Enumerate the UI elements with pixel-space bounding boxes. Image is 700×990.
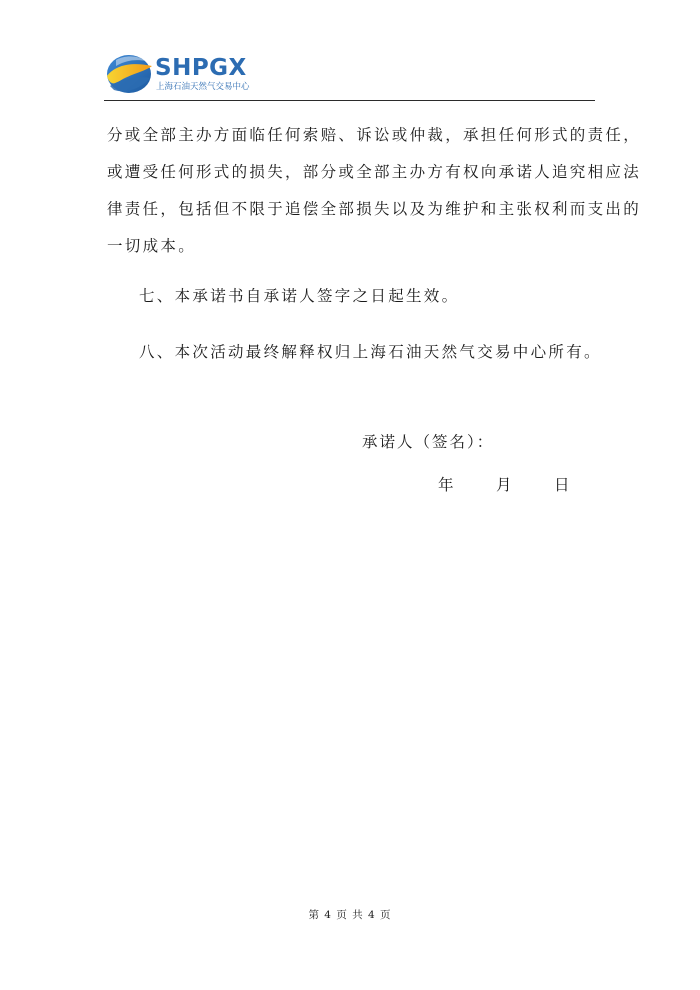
document-header bbox=[104, 52, 595, 101]
date-day-label: 日 bbox=[554, 476, 570, 494]
body-paragraph bbox=[107, 117, 642, 265]
body-line: 或遭受任何形式的损失，部分或全部主办方有权向承诺人追究相应法 bbox=[107, 163, 642, 181]
body-line: 一切成本。 bbox=[107, 237, 197, 255]
clause-7: 七、本承诺书自承诺人签字之日起生效。 bbox=[139, 287, 460, 305]
logo-subtitle: 上海石油天然气交易中心 bbox=[156, 82, 250, 92]
clause-8: 八、本次活动最终解释权归上海石油天然气交易中心所有。 bbox=[139, 343, 602, 361]
body-line: 律责任，包括但不限于追偿全部损失以及为维护和主张权利而支出的 bbox=[107, 200, 642, 218]
body-line: 分或全部主办方面临任何索赔、诉讼或仲裁，承担任何形式的责任， bbox=[107, 126, 642, 144]
signature-label: 承诺人（签名）： bbox=[362, 433, 495, 451]
page-footer: 第 4 页 共 4 页 bbox=[308, 909, 392, 921]
date-month-label: 月 bbox=[496, 476, 512, 494]
logo-wordmark: SHPGX bbox=[155, 55, 247, 81]
date-year-label: 年 bbox=[438, 476, 454, 494]
shpgx-logo-icon bbox=[104, 52, 154, 94]
